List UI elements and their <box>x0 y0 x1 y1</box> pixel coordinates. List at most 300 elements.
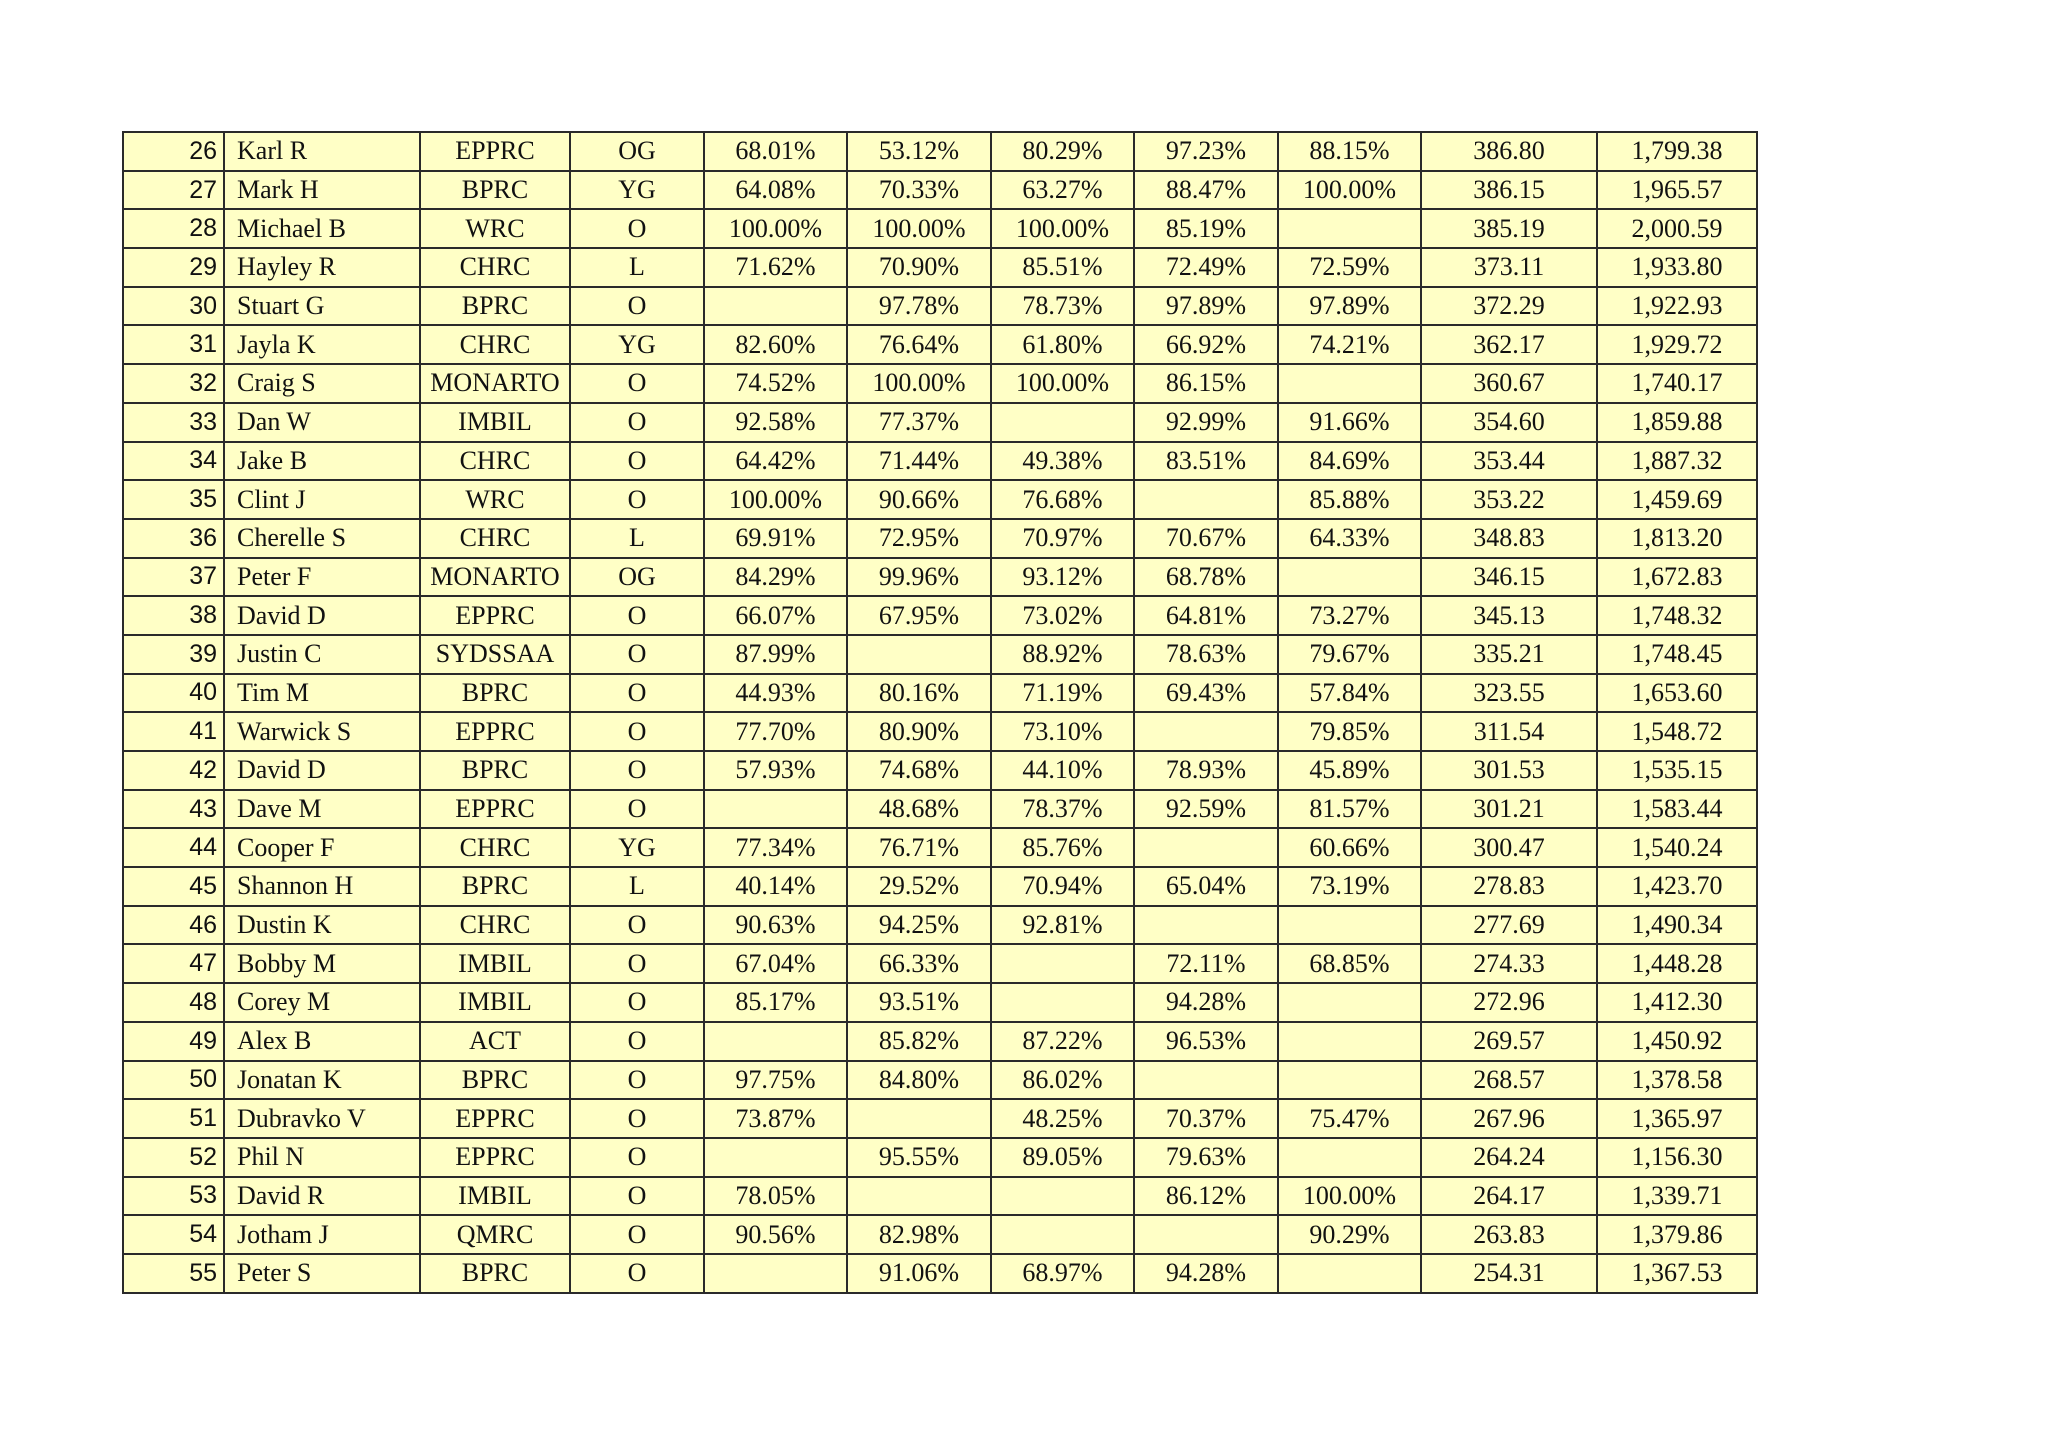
total-cell: 323.55 <box>1421 674 1597 713</box>
score-cell: 1,365.97 <box>1597 1099 1757 1138</box>
class-cell: YG <box>570 325 704 364</box>
stage-3-cell: 87.22% <box>991 1022 1134 1061</box>
total-cell: 264.17 <box>1421 1177 1597 1216</box>
stage-5-cell: 90.29% <box>1278 1215 1421 1254</box>
stage-3-cell <box>991 983 1134 1022</box>
stage-1-cell: 74.52% <box>704 364 847 403</box>
stage-2-cell: 67.95% <box>847 596 991 635</box>
class-cell: L <box>570 867 704 906</box>
name-cell: Stuart G <box>224 287 420 326</box>
score-cell: 1,378.58 <box>1597 1061 1757 1100</box>
name-cell: David R <box>224 1177 420 1216</box>
table-row <box>123 828 1757 867</box>
class-cell: O <box>570 1254 704 1293</box>
total-cell: 269.57 <box>1421 1022 1597 1061</box>
stage-3-cell: 78.37% <box>991 790 1134 829</box>
stage-3-cell <box>991 1215 1134 1254</box>
stage-3-cell <box>991 1177 1134 1216</box>
stage-4-cell: 86.15% <box>1134 364 1278 403</box>
total-cell: 346.15 <box>1421 558 1597 597</box>
stage-4-cell: 97.89% <box>1134 287 1278 326</box>
stage-1-cell <box>704 1254 847 1293</box>
stage-3-cell: 89.05% <box>991 1138 1134 1177</box>
stage-1-cell: 100.00% <box>704 480 847 519</box>
table-row <box>123 132 1757 171</box>
stage-3-cell: 71.19% <box>991 674 1134 713</box>
table-row <box>123 1099 1757 1138</box>
table-row <box>123 442 1757 481</box>
name-cell: Jotham J <box>224 1215 420 1254</box>
name-cell: Karl R <box>224 132 420 171</box>
class-cell: O <box>570 1177 704 1216</box>
club-cell: IMBIL <box>420 403 570 442</box>
name-cell: Corey M <box>224 983 420 1022</box>
stage-2-cell: 100.00% <box>847 364 991 403</box>
score-cell: 1,887.32 <box>1597 442 1757 481</box>
score-cell: 1,965.57 <box>1597 171 1757 210</box>
name-cell: Peter F <box>224 558 420 597</box>
stage-4-cell: 85.19% <box>1134 209 1278 248</box>
stage-5-cell: 75.47% <box>1278 1099 1421 1138</box>
class-cell: O <box>570 287 704 326</box>
stage-5-cell <box>1278 906 1421 945</box>
stage-1-cell: 97.75% <box>704 1061 847 1100</box>
stage-1-cell <box>704 1022 847 1061</box>
stage-2-cell: 82.98% <box>847 1215 991 1254</box>
name-cell: Phil N <box>224 1138 420 1177</box>
class-cell: L <box>570 248 704 287</box>
total-cell: 268.57 <box>1421 1061 1597 1100</box>
stage-1-cell: 90.63% <box>704 906 847 945</box>
stage-3-cell: 92.81% <box>991 906 1134 945</box>
table-row <box>123 325 1757 364</box>
score-cell: 1,583.44 <box>1597 790 1757 829</box>
club-cell: BPRC <box>420 867 570 906</box>
stage-4-cell: 68.78% <box>1134 558 1278 597</box>
score-cell: 1,535.15 <box>1597 751 1757 790</box>
stage-4-cell: 88.47% <box>1134 171 1278 210</box>
total-cell: 345.13 <box>1421 596 1597 635</box>
stage-1-cell: 73.87% <box>704 1099 847 1138</box>
rank-cell: 28 <box>123 209 224 248</box>
total-cell: 362.17 <box>1421 325 1597 364</box>
class-cell: O <box>570 1099 704 1138</box>
total-cell: 348.83 <box>1421 519 1597 558</box>
table-row <box>123 364 1757 403</box>
club-cell: EPPRC <box>420 1099 570 1138</box>
stage-2-cell <box>847 1177 991 1216</box>
rank-cell: 31 <box>123 325 224 364</box>
name-cell: Hayley R <box>224 248 420 287</box>
stage-3-cell: 70.94% <box>991 867 1134 906</box>
name-cell: Mark H <box>224 171 420 210</box>
stage-5-cell: 85.88% <box>1278 480 1421 519</box>
rank-cell: 38 <box>123 596 224 635</box>
stage-4-cell: 72.11% <box>1134 944 1278 983</box>
rank-cell: 33 <box>123 403 224 442</box>
stage-5-cell: 79.67% <box>1278 635 1421 674</box>
class-cell: O <box>570 596 704 635</box>
score-cell: 1,740.17 <box>1597 364 1757 403</box>
club-cell: MONARTO <box>420 364 570 403</box>
class-cell: O <box>570 442 704 481</box>
rank-cell: 36 <box>123 519 224 558</box>
stage-3-cell: 80.29% <box>991 132 1134 171</box>
total-cell: 301.53 <box>1421 751 1597 790</box>
stage-4-cell: 69.43% <box>1134 674 1278 713</box>
stage-2-cell: 95.55% <box>847 1138 991 1177</box>
club-cell: EPPRC <box>420 712 570 751</box>
stage-1-cell: 100.00% <box>704 209 847 248</box>
stage-2-cell: 99.96% <box>847 558 991 597</box>
rank-cell: 43 <box>123 790 224 829</box>
stage-1-cell: 84.29% <box>704 558 847 597</box>
stage-5-cell: 72.59% <box>1278 248 1421 287</box>
stage-3-cell: 70.97% <box>991 519 1134 558</box>
stage-1-cell: 40.14% <box>704 867 847 906</box>
club-cell: MONARTO <box>420 558 570 597</box>
stage-2-cell: 53.12% <box>847 132 991 171</box>
stage-4-cell: 70.37% <box>1134 1099 1278 1138</box>
stage-3-cell: 88.92% <box>991 635 1134 674</box>
stage-2-cell: 74.68% <box>847 751 991 790</box>
stage-4-cell <box>1134 712 1278 751</box>
club-cell: EPPRC <box>420 596 570 635</box>
stage-3-cell: 63.27% <box>991 171 1134 210</box>
total-cell: 278.83 <box>1421 867 1597 906</box>
stage-4-cell: 64.81% <box>1134 596 1278 635</box>
stage-4-cell: 94.28% <box>1134 983 1278 1022</box>
class-cell: YG <box>570 828 704 867</box>
total-cell: 385.19 <box>1421 209 1597 248</box>
score-cell: 1,156.30 <box>1597 1138 1757 1177</box>
table-row <box>123 1061 1757 1100</box>
total-cell: 360.67 <box>1421 364 1597 403</box>
stage-5-cell <box>1278 1061 1421 1100</box>
stage-5-cell <box>1278 364 1421 403</box>
club-cell: CHRC <box>420 519 570 558</box>
stage-1-cell: 85.17% <box>704 983 847 1022</box>
total-cell: 353.44 <box>1421 442 1597 481</box>
total-cell: 386.80 <box>1421 132 1597 171</box>
rank-cell: 52 <box>123 1138 224 1177</box>
results-table <box>122 131 1758 1294</box>
stage-4-cell: 79.63% <box>1134 1138 1278 1177</box>
class-cell: YG <box>570 171 704 210</box>
table-row <box>123 248 1757 287</box>
class-cell: O <box>570 751 704 790</box>
club-cell: IMBIL <box>420 1177 570 1216</box>
score-cell: 1,859.88 <box>1597 403 1757 442</box>
rank-cell: 50 <box>123 1061 224 1100</box>
total-cell: 301.21 <box>1421 790 1597 829</box>
table-row <box>123 1254 1757 1293</box>
total-cell: 272.96 <box>1421 983 1597 1022</box>
stage-2-cell: 80.16% <box>847 674 991 713</box>
stage-4-cell: 65.04% <box>1134 867 1278 906</box>
name-cell: Cooper F <box>224 828 420 867</box>
stage-2-cell: 76.64% <box>847 325 991 364</box>
stage-1-cell: 92.58% <box>704 403 847 442</box>
stage-1-cell: 44.93% <box>704 674 847 713</box>
total-cell: 263.83 <box>1421 1215 1597 1254</box>
rank-cell: 29 <box>123 248 224 287</box>
class-cell: O <box>570 674 704 713</box>
stage-2-cell: 90.66% <box>847 480 991 519</box>
rank-cell: 46 <box>123 906 224 945</box>
stage-4-cell: 70.67% <box>1134 519 1278 558</box>
name-cell: Michael B <box>224 209 420 248</box>
stage-4-cell <box>1134 828 1278 867</box>
score-cell: 2,000.59 <box>1597 209 1757 248</box>
club-cell: CHRC <box>420 828 570 867</box>
table-row <box>123 867 1757 906</box>
stage-4-cell: 83.51% <box>1134 442 1278 481</box>
club-cell: IMBIL <box>420 944 570 983</box>
score-cell: 1,672.83 <box>1597 558 1757 597</box>
score-cell: 1,448.28 <box>1597 944 1757 983</box>
stage-2-cell: 94.25% <box>847 906 991 945</box>
rank-cell: 37 <box>123 558 224 597</box>
club-cell: CHRC <box>420 442 570 481</box>
stage-3-cell: 48.25% <box>991 1099 1134 1138</box>
score-cell: 1,929.72 <box>1597 325 1757 364</box>
table-row <box>123 983 1757 1022</box>
stage-1-cell: 66.07% <box>704 596 847 635</box>
table-row <box>123 635 1757 674</box>
club-cell: BPRC <box>420 1061 570 1100</box>
stage-5-cell: 79.85% <box>1278 712 1421 751</box>
stage-3-cell: 68.97% <box>991 1254 1134 1293</box>
table-row <box>123 712 1757 751</box>
stage-2-cell: 72.95% <box>847 519 991 558</box>
total-cell: 386.15 <box>1421 171 1597 210</box>
class-cell: O <box>570 790 704 829</box>
score-cell: 1,540.24 <box>1597 828 1757 867</box>
class-cell: O <box>570 403 704 442</box>
club-cell: BPRC <box>420 287 570 326</box>
stage-4-cell: 72.49% <box>1134 248 1278 287</box>
rank-cell: 48 <box>123 983 224 1022</box>
rank-cell: 34 <box>123 442 224 481</box>
club-cell: EPPRC <box>420 1138 570 1177</box>
class-cell: O <box>570 364 704 403</box>
score-cell: 1,933.80 <box>1597 248 1757 287</box>
stage-3-cell: 100.00% <box>991 364 1134 403</box>
total-cell: 300.47 <box>1421 828 1597 867</box>
score-cell: 1,813.20 <box>1597 519 1757 558</box>
total-cell: 373.11 <box>1421 248 1597 287</box>
stage-2-cell: 76.71% <box>847 828 991 867</box>
stage-5-cell <box>1278 209 1421 248</box>
name-cell: Bobby M <box>224 944 420 983</box>
name-cell: Dustin K <box>224 906 420 945</box>
stage-5-cell: 68.85% <box>1278 944 1421 983</box>
stage-5-cell <box>1278 983 1421 1022</box>
name-cell: Dubravko V <box>224 1099 420 1138</box>
rank-cell: 35 <box>123 480 224 519</box>
stage-5-cell: 81.57% <box>1278 790 1421 829</box>
rank-cell: 42 <box>123 751 224 790</box>
stage-5-cell: 100.00% <box>1278 1177 1421 1216</box>
stage-3-cell <box>991 403 1134 442</box>
stage-2-cell: 93.51% <box>847 983 991 1022</box>
table-row <box>123 790 1757 829</box>
class-cell: L <box>570 519 704 558</box>
stage-3-cell: 44.10% <box>991 751 1134 790</box>
class-cell: O <box>570 944 704 983</box>
stage-1-cell: 77.34% <box>704 828 847 867</box>
stage-5-cell: 74.21% <box>1278 325 1421 364</box>
stage-5-cell <box>1278 1022 1421 1061</box>
score-cell: 1,367.53 <box>1597 1254 1757 1293</box>
stage-1-cell: 64.42% <box>704 442 847 481</box>
stage-4-cell: 78.93% <box>1134 751 1278 790</box>
class-cell: OG <box>570 558 704 597</box>
name-cell: Jake B <box>224 442 420 481</box>
table-row <box>123 1138 1757 1177</box>
rank-cell: 40 <box>123 674 224 713</box>
total-cell: 254.31 <box>1421 1254 1597 1293</box>
stage-4-cell: 86.12% <box>1134 1177 1278 1216</box>
stage-4-cell <box>1134 906 1278 945</box>
table-row <box>123 906 1757 945</box>
class-cell: O <box>570 1215 704 1254</box>
score-cell: 1,339.71 <box>1597 1177 1757 1216</box>
club-cell: CHRC <box>420 906 570 945</box>
name-cell: David D <box>224 751 420 790</box>
stage-1-cell: 90.56% <box>704 1215 847 1254</box>
name-cell: Dan W <box>224 403 420 442</box>
name-cell: Justin C <box>224 635 420 674</box>
stage-1-cell: 78.05% <box>704 1177 847 1216</box>
stage-1-cell: 67.04% <box>704 944 847 983</box>
total-cell: 353.22 <box>1421 480 1597 519</box>
stage-1-cell: 71.62% <box>704 248 847 287</box>
stage-1-cell: 69.91% <box>704 519 847 558</box>
name-cell: Jonatan K <box>224 1061 420 1100</box>
stage-4-cell: 97.23% <box>1134 132 1278 171</box>
table-row <box>123 209 1757 248</box>
table-row <box>123 403 1757 442</box>
score-cell: 1,490.34 <box>1597 906 1757 945</box>
class-cell: O <box>570 1061 704 1100</box>
score-cell: 1,548.72 <box>1597 712 1757 751</box>
score-cell: 1,423.70 <box>1597 867 1757 906</box>
stage-3-cell: 76.68% <box>991 480 1134 519</box>
club-cell: IMBIL <box>420 983 570 1022</box>
name-cell: David D <box>224 596 420 635</box>
stage-5-cell: 97.89% <box>1278 287 1421 326</box>
name-cell: Cherelle S <box>224 519 420 558</box>
stage-5-cell <box>1278 558 1421 597</box>
rank-cell: 54 <box>123 1215 224 1254</box>
score-cell: 1,799.38 <box>1597 132 1757 171</box>
club-cell: BPRC <box>420 674 570 713</box>
score-cell: 1,379.86 <box>1597 1215 1757 1254</box>
club-cell: WRC <box>420 480 570 519</box>
stage-4-cell: 92.99% <box>1134 403 1278 442</box>
club-cell: WRC <box>420 209 570 248</box>
class-cell: O <box>570 480 704 519</box>
rank-cell: 41 <box>123 712 224 751</box>
stage-3-cell: 85.76% <box>991 828 1134 867</box>
stage-1-cell: 64.08% <box>704 171 847 210</box>
club-cell: CHRC <box>420 248 570 287</box>
stage-2-cell: 77.37% <box>847 403 991 442</box>
stage-2-cell: 70.33% <box>847 171 991 210</box>
total-cell: 267.96 <box>1421 1099 1597 1138</box>
total-cell: 372.29 <box>1421 287 1597 326</box>
results-body <box>123 132 1757 1293</box>
name-cell: Tim M <box>224 674 420 713</box>
stage-2-cell: 80.90% <box>847 712 991 751</box>
stage-2-cell: 29.52% <box>847 867 991 906</box>
club-cell: EPPRC <box>420 790 570 829</box>
name-cell: Peter S <box>224 1254 420 1293</box>
stage-4-cell: 92.59% <box>1134 790 1278 829</box>
club-cell: QMRC <box>420 1215 570 1254</box>
stage-5-cell: 64.33% <box>1278 519 1421 558</box>
stage-4-cell: 94.28% <box>1134 1254 1278 1293</box>
stage-1-cell: 87.99% <box>704 635 847 674</box>
score-cell: 1,653.60 <box>1597 674 1757 713</box>
club-cell: BPRC <box>420 751 570 790</box>
name-cell: Alex B <box>224 1022 420 1061</box>
club-cell: SYDSSAA <box>420 635 570 674</box>
score-cell: 1,748.32 <box>1597 596 1757 635</box>
class-cell: O <box>570 635 704 674</box>
total-cell: 277.69 <box>1421 906 1597 945</box>
stage-1-cell <box>704 287 847 326</box>
stage-5-cell: 73.27% <box>1278 596 1421 635</box>
stage-1-cell <box>704 790 847 829</box>
stage-2-cell: 91.06% <box>847 1254 991 1293</box>
stage-4-cell: 66.92% <box>1134 325 1278 364</box>
table-row <box>123 1022 1757 1061</box>
stage-5-cell: 60.66% <box>1278 828 1421 867</box>
rank-cell: 32 <box>123 364 224 403</box>
table-row <box>123 287 1757 326</box>
stage-4-cell <box>1134 1061 1278 1100</box>
stage-5-cell: 57.84% <box>1278 674 1421 713</box>
name-cell: Shannon H <box>224 867 420 906</box>
table-row <box>123 596 1757 635</box>
club-cell: BPRC <box>420 171 570 210</box>
stage-3-cell: 61.80% <box>991 325 1134 364</box>
stage-3-cell: 86.02% <box>991 1061 1134 1100</box>
score-cell: 1,459.69 <box>1597 480 1757 519</box>
stage-4-cell <box>1134 480 1278 519</box>
total-cell: 354.60 <box>1421 403 1597 442</box>
stage-2-cell: 66.33% <box>847 944 991 983</box>
table-row <box>123 674 1757 713</box>
table-row <box>123 751 1757 790</box>
stage-1-cell <box>704 1138 847 1177</box>
stage-3-cell: 78.73% <box>991 287 1134 326</box>
name-cell: Clint J <box>224 480 420 519</box>
stage-3-cell <box>991 944 1134 983</box>
stage-2-cell: 97.78% <box>847 287 991 326</box>
stage-3-cell: 93.12% <box>991 558 1134 597</box>
class-cell: O <box>570 983 704 1022</box>
stage-1-cell: 68.01% <box>704 132 847 171</box>
table-row <box>123 1177 1757 1216</box>
rank-cell: 49 <box>123 1022 224 1061</box>
score-cell: 1,450.92 <box>1597 1022 1757 1061</box>
name-cell: Craig S <box>224 364 420 403</box>
stage-5-cell: 100.00% <box>1278 171 1421 210</box>
